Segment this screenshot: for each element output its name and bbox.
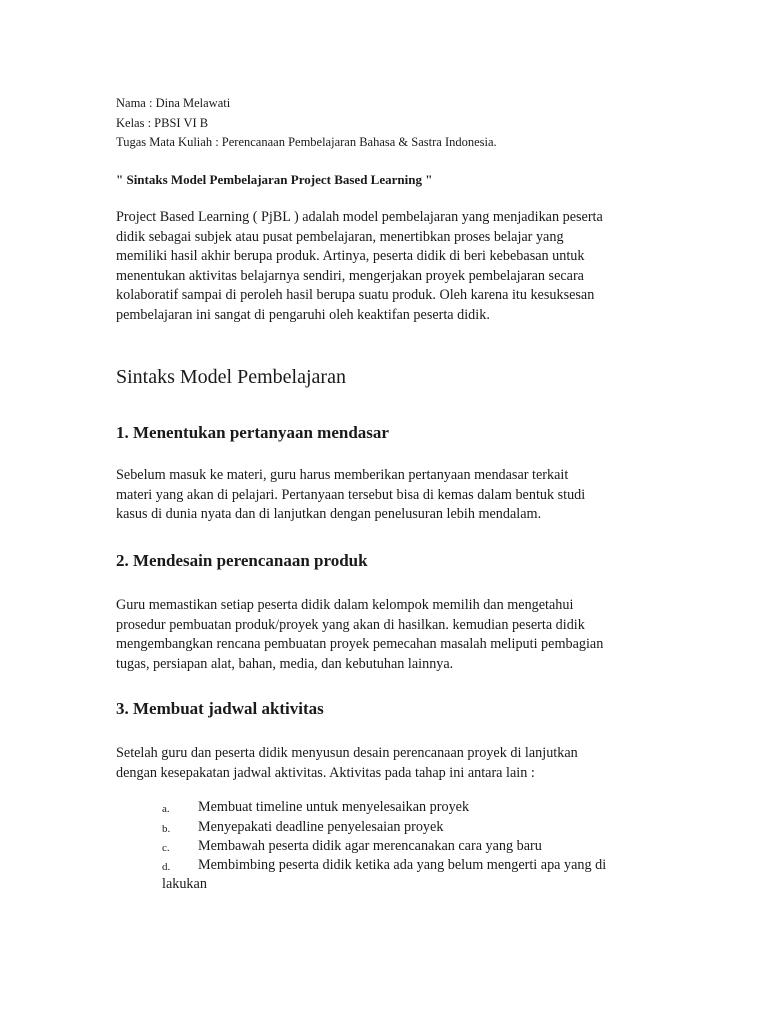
document-title: " Sintaks Model Pembelajaran Project Based Learning " bbox=[116, 172, 433, 187]
step-1-line: Sebelum masuk ke materi, guru harus memberikan pertanyaan mendasar terkait bbox=[116, 467, 569, 483]
list-marker: b. bbox=[162, 823, 171, 835]
step-1-heading: 1. Menentukan pertanyaan mendasar bbox=[116, 423, 389, 442]
intro-line: kolaboratif sampai di peroleh hasil berupa suatu produk. Oleh karena itu kesuksesan bbox=[116, 287, 595, 303]
intro-line: pembelajaran ini sangat di pengaruhi oleh keaktifan peserta didik. bbox=[116, 306, 490, 323]
step-2-line: Guru memastikan setiap peserta didik dalam kelompok memilih dan mengetahui bbox=[116, 597, 574, 613]
list-marker: d. bbox=[162, 861, 171, 873]
step-3-line: dengan kesepakatan jadwal aktivitas. Aktivitas pada tahap ini antara lain : bbox=[116, 764, 535, 781]
step-1-paragraph bbox=[116, 466, 585, 525]
intro-line: didik sebagai subjek atau pusat pembelajaran, menertibkan proses belajar yang bbox=[116, 228, 564, 245]
intro-line: menentukan aktivitas belajarnya sendiri, mengerjakan proyek pembelajaran secara bbox=[116, 267, 584, 284]
course-assignment: Tugas Mata Kuliah : Perencanaan Pembelajaran Bahasa & Sastra Indonesia. bbox=[116, 135, 497, 149]
intro-paragraph bbox=[116, 208, 603, 325]
list-item: Membawah peserta didik agar merencanakan cara yang baru bbox=[198, 838, 542, 854]
step-3-line: Setelah guru dan peserta didik menyusun desain perencanaan proyek di lanjutkan bbox=[116, 745, 578, 761]
section-heading: Sintaks Model Pembelajaran bbox=[116, 366, 346, 388]
step-2-line: tugas, persiapan alat, bahan, media, dan kebutuhan lainnya. bbox=[116, 655, 454, 672]
step-2-line: prosedur pembuatan produk/proyek yang akan di hasilkan. kemudian peserta didik bbox=[116, 616, 585, 633]
list-item-continuation: lakukan bbox=[162, 876, 207, 892]
list-marker: a. bbox=[162, 803, 170, 815]
step-2-paragraph bbox=[116, 596, 603, 674]
step-2-line: mengembangkan rencana pembuatan proyek pemecahan masalah meliputi pembagian bbox=[116, 636, 604, 652]
step-3-paragraph bbox=[116, 744, 578, 783]
student-name: Nama : Dina Melawati bbox=[116, 96, 231, 110]
intro-line: Project Based Learning ( PjBL ) adalah model pembelajaran yang menjadikan peserta bbox=[116, 209, 603, 225]
list-item: Membuat timeline untuk menyelesaikan proyek bbox=[198, 799, 470, 815]
step-2-heading: 2. Mendesain perencanaan produk bbox=[116, 551, 368, 570]
list-item: Menyepakati deadline penyelesaian proyek bbox=[198, 819, 444, 835]
list-marker: c. bbox=[162, 842, 170, 854]
step-1-line: kasus di dunia nyata dan di lanjutkan dengan penelusuran lebih mendalam. bbox=[116, 506, 542, 522]
list-item: Membimbing peserta didik ketika ada yang belum mengerti apa yang di bbox=[198, 857, 607, 873]
student-class: Kelas : PBSI VI B bbox=[116, 116, 209, 130]
intro-line: memiliki hasil akhir berupa produk. Artinya, peserta didik di beri kebebasan untuk bbox=[116, 248, 585, 264]
step-1-line: materi yang akan di pelajari. Pertanyaan tersebut bisa di kemas dalam bentuk studi bbox=[116, 486, 586, 503]
step-3-heading: 3. Membuat jadwal aktivitas bbox=[116, 699, 324, 718]
